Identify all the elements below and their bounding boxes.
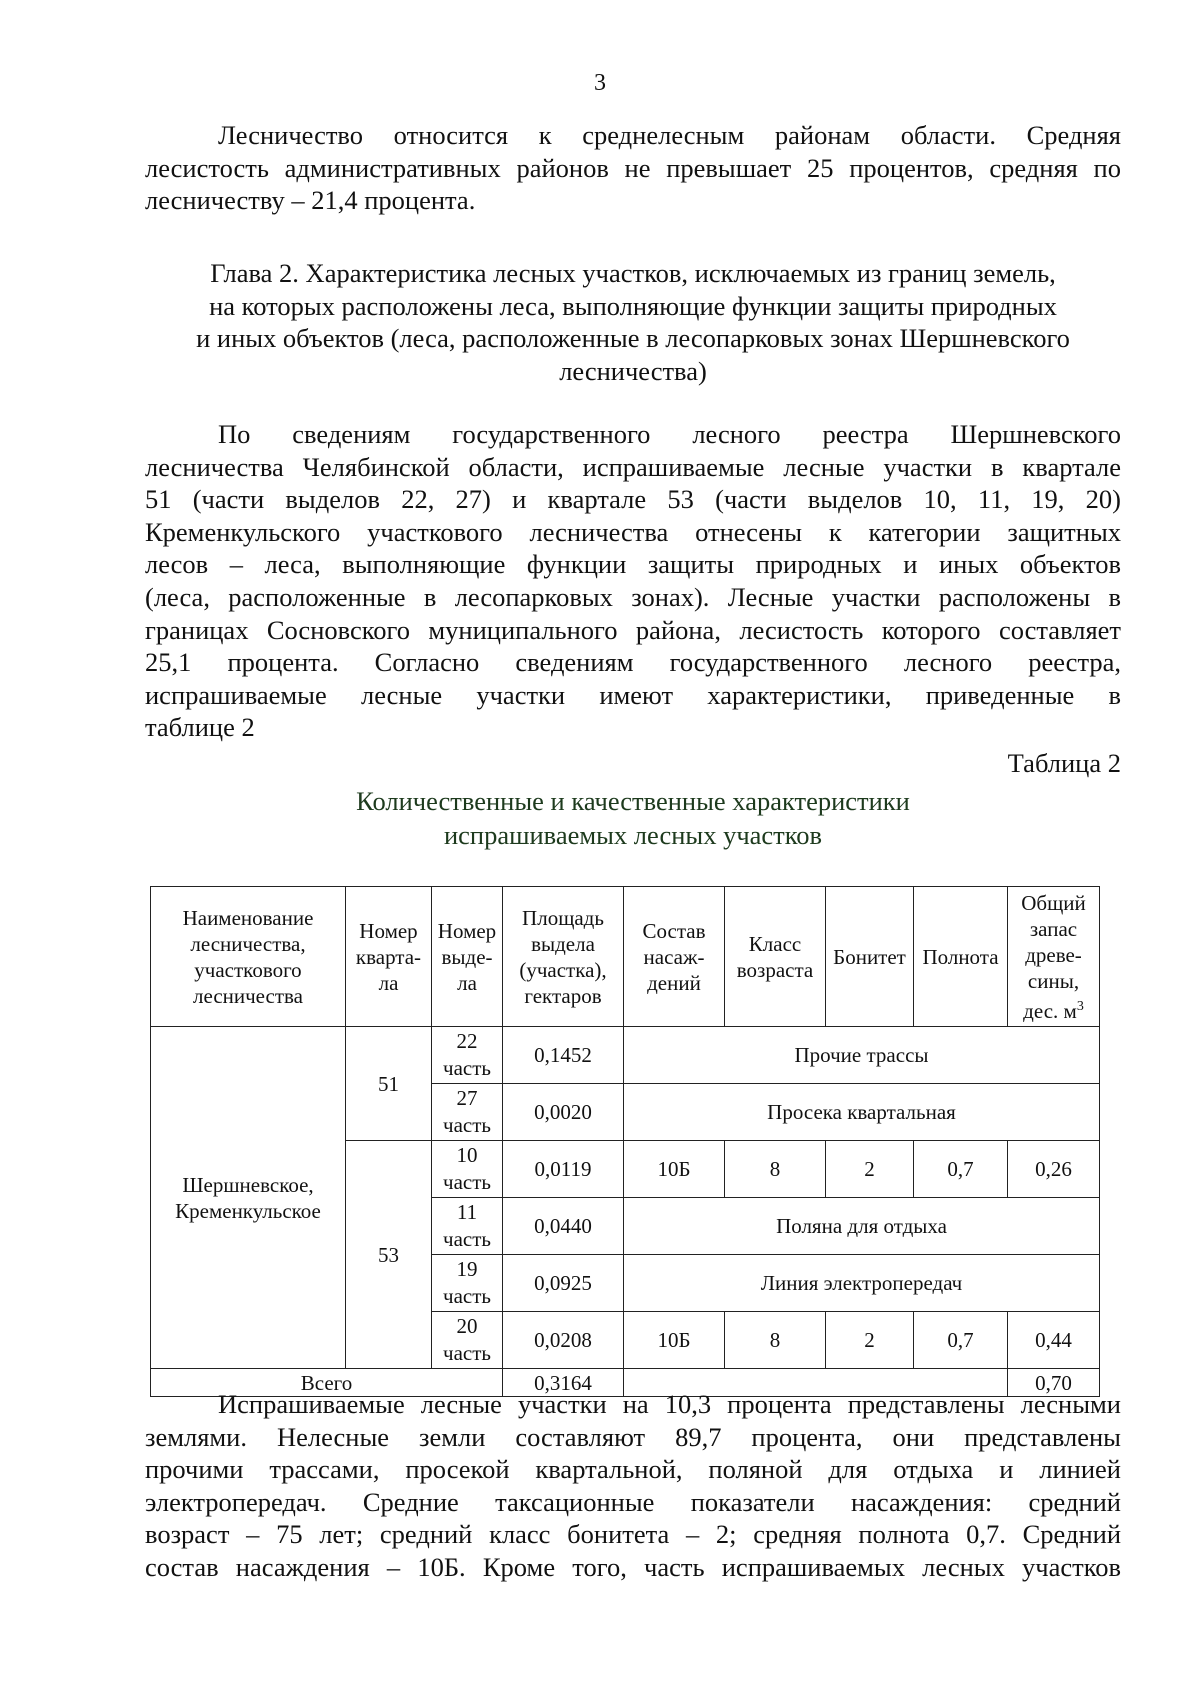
header-bonitet: Бонитет	[826, 887, 914, 1027]
paragraph-2	[145, 1388, 1121, 1584]
text-line: 25,1 процента. Согласно сведениям государственного лесного реестра,	[145, 647, 1121, 678]
density-cell: 0,7	[914, 1312, 1008, 1369]
table-title-line: Количественные и качественные характеристики	[356, 786, 910, 816]
header-compartment: Номер выде- ла	[432, 887, 503, 1027]
chapter-heading	[145, 257, 1121, 387]
table-label: Таблица 2	[1007, 748, 1121, 778]
text-line: лесничества Челябинской области, испрашиваемые лесные участки в квартале	[145, 451, 1121, 482]
text-line: электропередач. Средние таксационные показатели насаждения: средний	[145, 1486, 1121, 1517]
text-line: лесов – леса, выполняющие функции защиты природных и иных объектов	[145, 549, 1121, 580]
text-line: По сведениям государственного лесного реестра Шершневского	[218, 419, 1121, 449]
header-quarter: Номер кварта- ла	[346, 887, 432, 1027]
table-title-line: испрашиваемых лесных участков	[443, 820, 823, 850]
header-age-class: Класс возраста	[725, 887, 826, 1027]
text-line: прочими трассами, просекой квартальной, поляной для отдыха и линией	[145, 1454, 1121, 1485]
text-line: границах Сосновского муниципального района, лесистость которого составляет	[145, 614, 1121, 645]
land-type-cell: Прочие трассы	[624, 1027, 1100, 1084]
quarter-cell: 53	[346, 1141, 432, 1369]
header-forestry: Наименование лесничества, участкового лесничества	[151, 887, 346, 1027]
intro-paragraph	[145, 119, 1121, 217]
text-line: лесистость административных районов не превышает 25 процентов, средняя по	[145, 152, 1121, 183]
area-cell: 0,0020	[503, 1084, 624, 1141]
area-cell: 0,0925	[503, 1255, 624, 1312]
text-line: Лесничество относится к среднелесным районам области. Средняя	[218, 120, 1121, 150]
text-line: состав насаждения – 10Б. Кроме того, часть испрашиваемых лесных участков	[145, 1551, 1121, 1582]
compartment-cell: 27 часть	[432, 1084, 503, 1141]
land-type-cell: Просека квартальная	[624, 1084, 1100, 1141]
heading-line: лесничества)	[559, 355, 707, 386]
header-stock: Общий запас древе- сины, дес. $м^3$	[1008, 887, 1100, 1027]
age-class-cell: 8	[725, 1312, 826, 1369]
compartment-cell: 20 часть	[432, 1312, 503, 1369]
land-type-cell: Линия электропередач	[624, 1255, 1100, 1312]
table-header-row	[151, 887, 1100, 1027]
bonitet-cell: 2	[826, 1312, 914, 1369]
composition-cell: 10Б	[624, 1141, 725, 1198]
heading-line: Глава 2. Характеристика лесных участков, исключаемых из границ земель,	[210, 258, 1056, 288]
text-line: таблице 2	[145, 712, 255, 743]
bonitet-cell: 2	[826, 1141, 914, 1198]
text-line: 51 (части выделов 22, 27) и квартале 53 (части выделов 10, 11, 19, 20)	[145, 484, 1121, 515]
forest-plots-table	[150, 886, 1100, 1397]
stock-cell: 0,44	[1008, 1312, 1100, 1369]
header-composition: Состав насаж- дений	[624, 887, 725, 1027]
paragraph-1	[145, 418, 1121, 744]
compartment-cell: 11 часть	[432, 1198, 503, 1255]
page-number: 3	[594, 70, 606, 96]
total-area-cell: 0,3164	[503, 1369, 624, 1397]
text-line: Испрашиваемые лесные участки на 10,3 процента представлены лесными	[218, 1389, 1121, 1419]
text-line: возраст – 75 лет; средний класс бонитета – 2; средняя полнота 0,7. Средний	[145, 1519, 1121, 1550]
area-cell: 0,0208	[503, 1312, 624, 1369]
forestry-name-cell: Шершневское, Кременкульское	[151, 1027, 346, 1369]
quarter-cell: 51	[346, 1027, 432, 1141]
total-stock-cell: 0,70	[1008, 1369, 1100, 1397]
text-line: испрашиваемые лесные участки имеют характеристики, приведенные в	[145, 679, 1121, 710]
compartment-cell: 19 часть	[432, 1255, 503, 1312]
text-line: землями. Нелесные земли составляют 89,7 процента, они представлены	[145, 1421, 1121, 1452]
table-title	[145, 784, 1121, 852]
composition-cell: 10Б	[624, 1312, 725, 1369]
text-line: лесничеству – 21,4 процента.	[145, 185, 476, 216]
header-area: Площадь выдела (участка), гектаров	[503, 887, 624, 1027]
text-line: (леса, расположенные в лесопарковых зонах). Лесные участки расположены в	[145, 581, 1121, 612]
text-line: Кременкульского участкового лесничества отнесены к категории защитных	[145, 516, 1121, 547]
table-row	[151, 1027, 1100, 1084]
compartment-cell: 10 часть	[432, 1141, 503, 1198]
density-cell: 0,7	[914, 1141, 1008, 1198]
area-cell: 0,0440	[503, 1198, 624, 1255]
area-cell: 0,1452	[503, 1027, 624, 1084]
header-density: Полнота	[914, 887, 1008, 1027]
heading-line: и иных объектов (леса, расположенные в лесопарковых зонах Шершневского	[196, 323, 1070, 354]
heading-line: на которых расположены леса, выполняющие функции защиты природных	[209, 290, 1057, 321]
age-class-cell: 8	[725, 1141, 826, 1198]
total-label-cell: Всего	[151, 1369, 503, 1397]
stock-cell: 0,26	[1008, 1141, 1100, 1198]
land-type-cell: Поляна для отдыха	[624, 1198, 1100, 1255]
compartment-cell: 22 часть	[432, 1027, 503, 1084]
area-cell: 0,0119	[503, 1141, 624, 1198]
